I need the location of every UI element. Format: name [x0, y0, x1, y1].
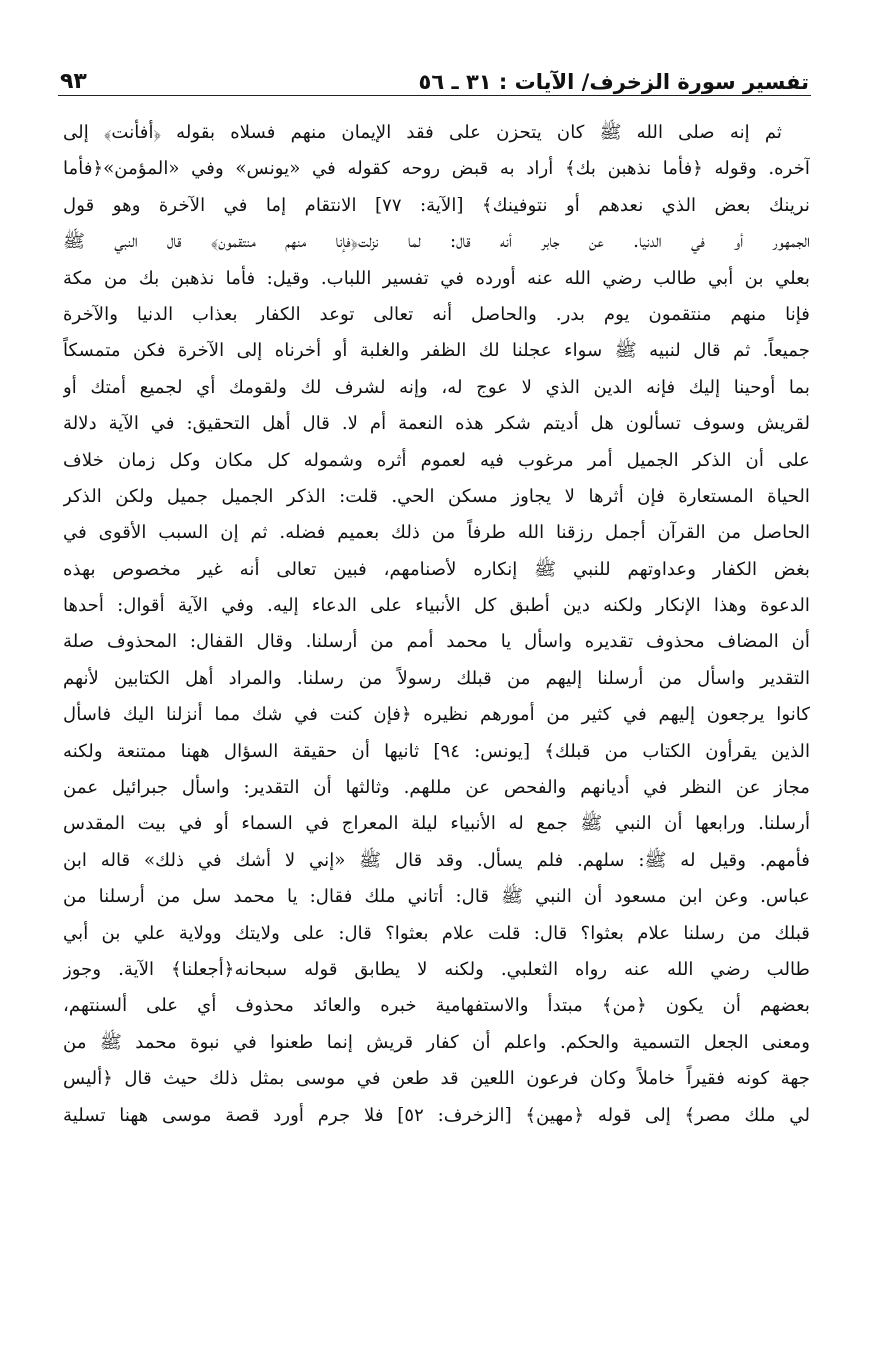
- text-line: جميعاً. ثم قال لنبيه ﷺ سواء عجلنا لك الظفر والغلبة أو أخرناه إلى الآخرة فكن متمسكاً: [63, 340, 810, 362]
- text-line: على أن الذكر الجميل أمر مرغوب فيه لعموم أثره وشموله كل مكان وكل زمان خلاف: [63, 449, 810, 471]
- text-line: بعلي بن أبي طالب رضي الله عنه أورده في تفسير اللباب. وقيل: فأما نذهبن بك من مكة: [63, 267, 810, 289]
- text-line: الحياة المستعارة فإن أثرها لا يجاوز مسكن الحي. قلت: الذكر الجميل جميل ولكن الذكر: [63, 485, 810, 507]
- text-line: ومعنى الجعل التسمية والحكم. واعلم أن كفار قريش إنما طعنوا في نبوة محمد ﷺ من: [63, 1031, 810, 1053]
- text-line: لي ملك مصر﴾ إلى قوله ﴿مهين﴾ [الزخرف: ٥٢] فلا جرم أورد قصة موسى ههنا تسلية: [63, 1104, 810, 1126]
- text-line: بما أوحينا إليك فإنه الدين الذي لا عوج له، وإنه لشرف لك ولقومك أي لجميع أمتك أو: [63, 376, 810, 398]
- text-line: فأمهم. وقيل له ﷺ: سلهم. فلم يسأل. وقد قال ﷺ «إني لا أشك في ذلك» قاله ابن: [63, 849, 810, 871]
- text-line: ثم إنه صلى الله ﷺ كان يتحزن على فقد الإيمان منهم فسلاه بقوله ﴿أفأنت﴾ إلى: [63, 122, 782, 143]
- text-line: الذين يقرأون الكتاب من قبلك﴾ [يونس: ٩٤] ثانيها أن حقيقة السؤال ههنا ممتنعة ولكنه: [63, 740, 810, 762]
- text-line: أرسلنا. ورابعها أن النبي ﷺ جمع له الأنبياء ليلة المعراج في السماء أو في بيت المقدس: [63, 813, 810, 835]
- text-line: بغض الكفار وعداوتهم للنبي ﷺ إنكاره لأصنامهم، فبين تعالى أنه غير مخصوص بهذه: [63, 558, 810, 580]
- text-line: فإنا منهم منتقمون يوم بدر. والحاصل أنه تعالى توعد الكفار بعذاب الدنيا والآخرة: [63, 303, 810, 325]
- text-line: قبلك من رسلنا علام بعثوا؟ قال: قلت علام بعثوا؟ قال: على ولايتك وولاية علي بن أبي: [63, 922, 810, 944]
- page-header: [60, 56, 809, 94]
- text-line: التقدير واسأل من أرسلنا إليهم من قبلك رسولاً من رسلنا. والمراد أهل الكتابين لأنهم: [63, 667, 810, 689]
- text-line: عباس. وعن ابن مسعود أن النبي ﷺ قال: أتاني ملك فقال: يا محمد سل من أرسلنا من: [63, 886, 810, 908]
- text-line: آخره. وقوله ﴿فأما نذهبن بك﴾ أراد به قبض روحه كقوله في «يونس» وفي «المؤمن»﴿فأما: [63, 158, 810, 180]
- text-line: الدعوة وهذا الإنكار ولكنه دين أطبق كل الأنبياء على الدعاء إليه. وفي الآية أقوال: أحدها: [63, 595, 810, 617]
- text-line: نرينك بعض الذي نعدهم أو نتوفينك﴾ [الآية: ٧٧] الانتقام إما في الآخرة وهو قول: [63, 194, 810, 216]
- header-divider: [58, 95, 811, 96]
- text-line: أن المضاف محذوف تقديره واسأل يا محمد أمم من أرسلنا. وقال القفال: المحذوف صلة: [63, 631, 810, 653]
- text-line: الحاصل من القرآن أجمل رزقنا الله طرفاً من ذلك بعميم فضله. ثم إن السبب الأقوى في: [63, 522, 810, 544]
- page-number: ٩٣: [60, 69, 87, 94]
- text-line: لقريش وسوف تسألون هل أديتم شكر هذه النعمة أم لا. قال أهل التحقيق: في الآية دلالة: [63, 413, 810, 435]
- text-line: طالب رضي الله عنه رواه الثعلبي. ولكنه لا يطابق قوله سبحانه﴿أجعلنا﴾ الآية. وجوز: [63, 958, 810, 980]
- text-line: مجاز عن النظر في أديانهم والفحص عن مللهم. وثالثها أن التقدير: واسأل جبرائيل عمن: [63, 777, 810, 799]
- body-text: [63, 115, 810, 1134]
- text-line: كانوا يرجعون إليهم في كثير من أمورهم نظيره ﴿فإن كنت في شك مما أنزلنا اليك فاسأل: [63, 704, 810, 726]
- text-line: الجمهور أو في الدنيا. عن جابر أنه قال: لما نزلت﴿فإنا منهم منتقمون﴾ قال النبي ﷺ: [63, 231, 810, 253]
- running-title: تفسير سورة الزخرف/ الآيات : ٣١ ـ ٥٦: [418, 70, 809, 94]
- text-line: جهة كونه فقيراً خاملاً وكان فرعون اللعين قد طعن في موسى بمثل ذلك حيث قال ﴿أليس: [63, 1068, 810, 1090]
- text-line: بعضهم أن يكون ﴿من﴾ مبتدأ والاستفهامية خبره والعائد محذوف أي على ألسنتهم،: [63, 995, 810, 1017]
